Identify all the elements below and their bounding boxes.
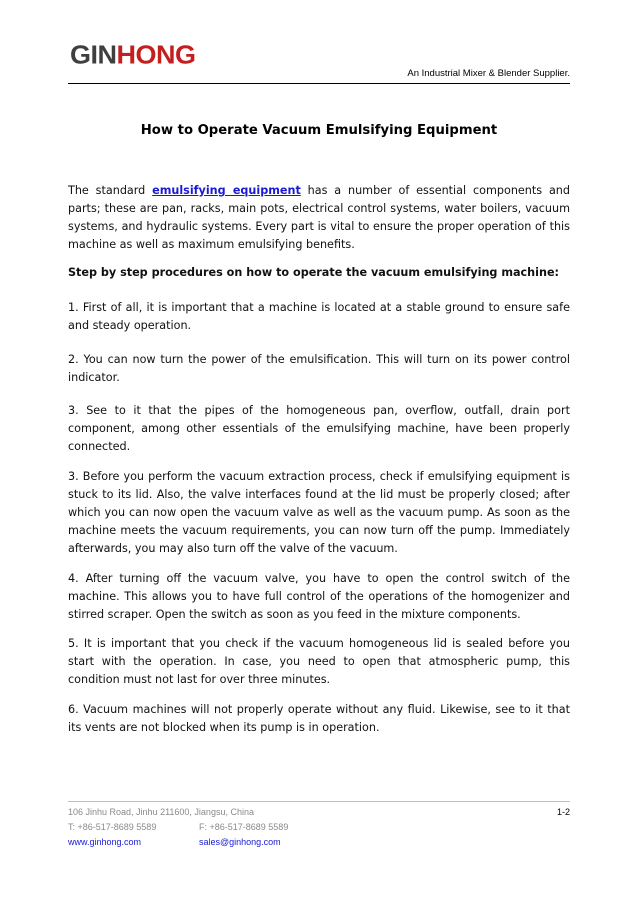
company-logo [70, 40, 196, 70]
step-paragraph: 2. You can now turn the power of the emulsification. This will turn on its power control indicator. [68, 353, 570, 384]
footer-contact-row [68, 820, 570, 835]
header-divider [68, 83, 570, 84]
step-paragraph: 6. Vacuum machines will not properly operate without any fluid. Likewise, see to it that its vents are not blocked when its pump is in operation. [68, 703, 570, 734]
step-paragraph: 5. It is important that you check if the vacuum homogeneous lid is sealed before you start with the operation. In case, you need to open that atmospheric pump, this condition must not last for over three minutes. [68, 637, 570, 686]
logo-wordmark [70, 41, 196, 70]
footer-divider [68, 801, 570, 802]
header-tagline: An Industrial Mixer & Blender Supplier. [407, 68, 570, 79]
intro-text-start: The standard [68, 184, 153, 197]
logo-text-gin: GIN [70, 40, 117, 70]
step-paragraph: 4. After turning off the vacuum valve, you have to open the control switch of the machine. This allows you to have full control of the operations of the homogenizer and stirred scraper. Open the switch as soon as you feed in the mixture components. [68, 572, 570, 621]
footer-telephone: T: +86-517-8689 5589 [68, 822, 157, 832]
step-paragraph: 3. Before you perform the vacuum extraction process, check if emulsifying equipment is stuck to its lid. Also, the valve interfaces found at the lid must be properly closed; after which you can now open the vacuum valve as well as the vacuum pump. As soon as the machine meets the vacuum requirements, you can now turn off the pump. Immediately afterwards, you may also turn off the valve of the vacuum. [68, 470, 570, 555]
page-number: 1-2 [556, 807, 570, 817]
footer-email-link[interactable]: sales@ginhong.com [199, 837, 281, 847]
logo-text-hong: HONG [116, 40, 196, 70]
footer-links-row [68, 835, 570, 850]
document-title: How to Operate Vacuum Emulsifying Equipment [140, 123, 498, 138]
procedure-subheading: Step by step procedures on how to operate the vacuum emulsifying machine: [68, 266, 559, 279]
footer-address: 106 Jinhu Road, Jinhu 211600, Jiangsu, China [68, 807, 254, 817]
intro-paragraph [68, 182, 570, 254]
step-paragraph: 3. See to it that the pipes of the homogeneous pan, overflow, outfall, drain port component, among other essentials of the emulsifying machine, have been properly connected. [68, 404, 570, 453]
footer-fax: F: +86-517-8689 5589 [199, 822, 289, 832]
footer-website-link[interactable]: www.ginhong.com [68, 837, 142, 847]
emulsifying-equipment-link[interactable]: emulsifying equipment [152, 184, 301, 197]
step-paragraph: 1. First of all, it is important that a machine is located at a stable ground to ensure safe and steady operation. [68, 301, 570, 332]
intro-text-end: has a number of essential components and parts; these are pan, racks, main pots, electrical control systems, water boilers, vacuum systems, and hydraulic systems. Every part is vital to ensure the proper operation of this machine as well as maximum emulsifying benefits. [68, 184, 570, 251]
